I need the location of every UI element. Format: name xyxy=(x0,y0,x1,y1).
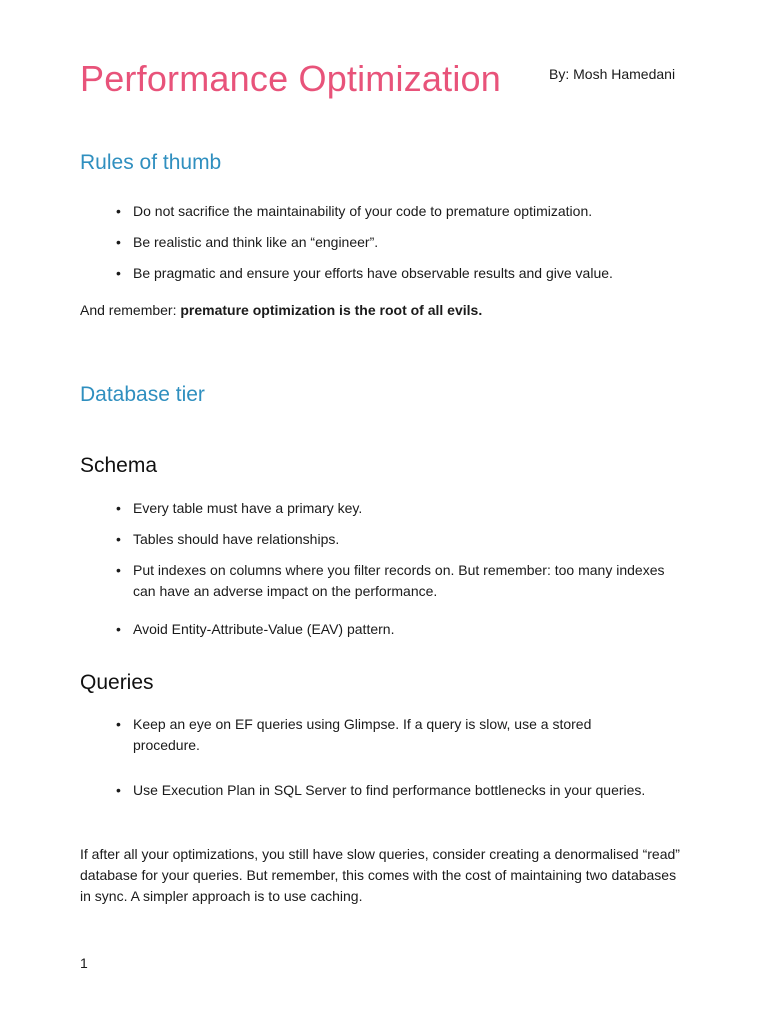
list-item xyxy=(116,529,676,550)
bullet-icon: • xyxy=(116,562,121,578)
remember-paragraph xyxy=(80,300,690,321)
list-item-text: Put indexes on columns where you filter records on. But remember: too many indexes can have an adverse impact on the performance. xyxy=(133,562,665,599)
list-item xyxy=(116,498,676,519)
list-item xyxy=(116,560,676,602)
bullet-icon: • xyxy=(116,203,121,219)
bullet-icon: • xyxy=(116,265,121,281)
closing-paragraph: If after all your optimizations, you still have slow queries, consider creating a denormalised “read” database for your queries. But remember, this comes with the cost of maintaining two databases in sync. A simpler approach is to use caching. xyxy=(80,846,680,904)
list-item-text: Avoid Entity-Attribute-Value (EAV) pattern. xyxy=(133,621,395,637)
list-item xyxy=(116,714,656,756)
remember-prefix: And remember: xyxy=(80,302,181,318)
list-item-text: Be pragmatic and ensure your efforts have observable results and give value. xyxy=(133,265,613,281)
bullet-icon: • xyxy=(116,234,121,250)
document-title: Performance Optimization xyxy=(80,58,501,99)
author-byline: By: Mosh Hamedani xyxy=(549,66,676,82)
list-item-text: Keep an eye on EF queries using Glimpse. If a query is slow, use a stored procedure. xyxy=(133,716,592,753)
bullet-icon: • xyxy=(116,782,121,798)
subsection-heading-schema: Schema xyxy=(80,454,158,477)
section-heading-database-tier: Database tier xyxy=(80,383,205,406)
list-item-text: Tables should have relationships. xyxy=(133,531,340,547)
list-item xyxy=(116,263,676,284)
subsection-heading-queries: Queries xyxy=(80,671,154,694)
list-item xyxy=(116,619,676,640)
list-item xyxy=(116,780,656,801)
page-number: 1 xyxy=(80,955,88,971)
remember-emphasis: premature optimization is the root of all evils. xyxy=(180,302,483,318)
list-item-text: Do not sacrifice the maintainability of your code to premature optimization. xyxy=(133,203,593,219)
bullet-icon: • xyxy=(116,531,121,547)
list-item xyxy=(116,232,676,253)
bullet-icon: • xyxy=(116,621,121,637)
list-item-text: Be realistic and think like an “engineer”. xyxy=(133,234,379,250)
bullet-icon: • xyxy=(116,716,121,732)
section-heading-rules-of-thumb: Rules of thumb xyxy=(80,151,222,174)
list-item-text: Use Execution Plan in SQL Server to find performance bottlenecks in your queries. xyxy=(133,782,646,798)
list-item-text: Every table must have a primary key. xyxy=(133,500,363,516)
bullet-icon: • xyxy=(116,500,121,516)
list-item xyxy=(116,201,676,222)
